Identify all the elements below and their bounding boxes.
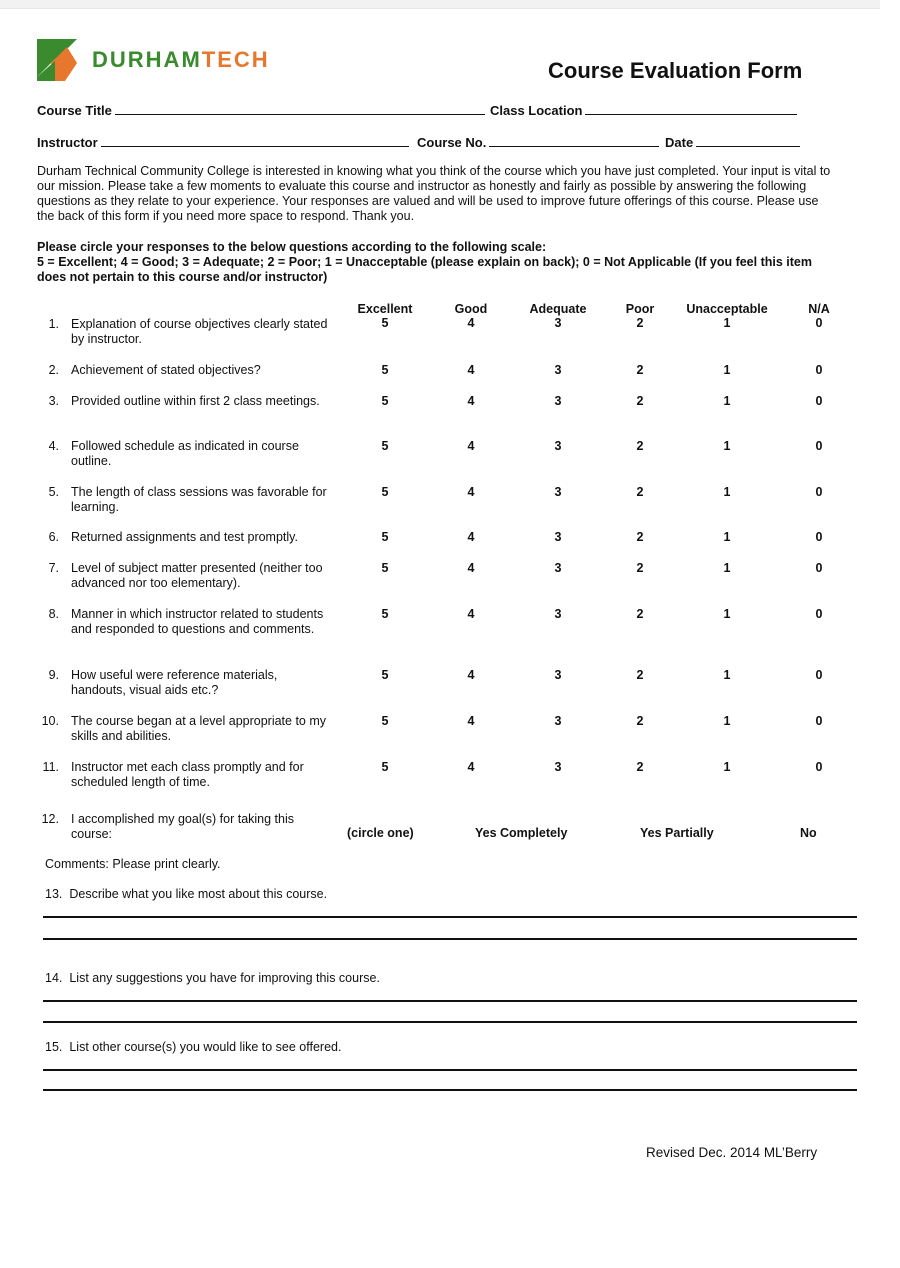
durham-tech-logo-icon	[37, 39, 77, 81]
q12-text: I accomplished my goal(s) for taking this course:	[71, 812, 295, 841]
q12-circle-one: (circle one)	[347, 826, 414, 840]
brand-name	[92, 47, 270, 73]
question-text: Instructor met each class promptly and for scheduled length of time.	[71, 760, 304, 789]
q12-option-yes-completely[interactable]: Yes Completely	[475, 826, 568, 840]
rating-option[interactable]: 2	[636, 439, 644, 453]
rating-option[interactable]: 1	[723, 394, 731, 408]
rating-option[interactable]: 3	[554, 561, 562, 575]
question-text: The course began at a level appropriate to my skills and abilities.	[71, 714, 327, 743]
rating-option[interactable]: 5	[381, 530, 389, 544]
header-na: N/A	[808, 302, 830, 316]
header-adequate: Adequate	[529, 302, 587, 316]
question-number: 3.	[48, 394, 59, 408]
question-text: Provided outline within first 2 class meetings.	[71, 394, 320, 408]
rating-option[interactable]: 4	[467, 668, 475, 682]
question-text: Manner in which instructor related to students and responded to questions and comments.	[71, 607, 324, 636]
scale-instructions-line2: 5 = Excellent; 4 = Good; 3 = Adequate; 2 = Poor; 1 = Unacceptable (please explain on back); 0 = Not Applicable (If you feel this item does not pertain to this course and/or instructor)	[37, 255, 812, 284]
rating-option[interactable]: 0	[815, 760, 823, 774]
rating-option[interactable]: 0	[815, 530, 823, 544]
question-number: 7.	[48, 561, 59, 575]
rating-option[interactable]: 1	[723, 668, 731, 682]
class-location-blank[interactable]	[585, 103, 797, 115]
q12-number: 12.	[41, 812, 59, 826]
date-field[interactable]	[665, 135, 800, 150]
brand-name-part2: TECH	[201, 47, 270, 72]
rating-option[interactable]: 3	[554, 760, 562, 774]
rating-option[interactable]: 3	[554, 363, 562, 377]
q13-text: Describe what you like most about this course.	[69, 887, 328, 901]
rating-option[interactable]: 3	[554, 316, 562, 330]
instructor-field[interactable]	[37, 135, 409, 150]
date-label: Date	[665, 135, 694, 150]
rating-option[interactable]: 2	[636, 760, 644, 774]
intro-paragraph: Durham Technical Community College is interested in knowing what you think of the course which you have just completed. Your input is vital to our mission. Please take a few moments to evaluate this course and instructor as honestly and fairly as possible by answering the following questions as they relate to your experience. Your responses are valued and will be used to improve future offerings of this course. Please use the back of this form if you need more space to respond. Thank you.	[37, 164, 831, 223]
rating-option[interactable]: 4	[467, 394, 475, 408]
rating-option[interactable]: 4	[467, 485, 475, 499]
rating-option[interactable]: 5	[381, 668, 389, 682]
question-text: Achievement of stated objectives?	[71, 363, 261, 377]
question-number: 10.	[41, 714, 59, 728]
question-number: 11.	[42, 760, 59, 774]
course-no-field[interactable]	[417, 135, 659, 150]
rating-option[interactable]: 1	[723, 760, 731, 774]
question-number: 6.	[48, 530, 59, 544]
rating-option[interactable]: 4	[467, 607, 475, 621]
q15-line	[45, 1040, 341, 1054]
instructor-blank[interactable]	[101, 135, 409, 147]
rating-option[interactable]: 5	[381, 439, 389, 453]
rating-option[interactable]: 0	[815, 714, 823, 728]
class-location-label: Class Location	[490, 103, 583, 118]
rating-option[interactable]: 1	[723, 607, 731, 621]
rating-option[interactable]: 5	[381, 561, 389, 575]
question-text: How useful were reference materials, handouts, visual aids etc.?	[71, 668, 278, 697]
rating-option[interactable]: 2	[636, 530, 644, 544]
question-text: Followed schedule as indicated in course outline.	[71, 439, 299, 468]
rating-option[interactable]: 5	[381, 363, 389, 377]
rating-option[interactable]: 4	[467, 530, 475, 544]
rating-option[interactable]: 3	[554, 607, 562, 621]
rating-option[interactable]: 0	[815, 485, 823, 499]
question-text: Explanation of course objectives clearly stated by instructor.	[71, 317, 328, 346]
q13-number: 13.	[45, 887, 63, 901]
rating-option[interactable]: 0	[815, 668, 823, 682]
q12-option-yes-partially[interactable]: Yes Partially	[640, 826, 714, 840]
rating-option[interactable]: 5	[381, 394, 389, 408]
rating-option[interactable]: 3	[554, 530, 562, 544]
rating-option[interactable]: 0	[815, 394, 823, 408]
question-number: 1.	[48, 317, 59, 331]
course-no-label: Course No.	[417, 135, 487, 150]
date-blank[interactable]	[696, 135, 800, 147]
header-poor: Poor	[625, 302, 655, 316]
question-text: The length of class sessions was favorable for learning.	[71, 485, 327, 514]
question-text: Level of subject matter presented (neither too advanced nor too elementary).	[71, 561, 323, 590]
q15-number: 15.	[45, 1040, 63, 1054]
course-title-blank[interactable]	[115, 103, 485, 115]
rating-option[interactable]: 1	[723, 485, 731, 499]
page-top-border	[0, 0, 880, 9]
question-number: 4.	[48, 439, 59, 453]
question-number: 8.	[48, 607, 59, 621]
rating-option[interactable]: 4	[467, 439, 475, 453]
q14-text: List any suggestions you have for improving this course.	[69, 971, 380, 985]
rating-option[interactable]: 0	[815, 607, 823, 621]
q13-line	[45, 887, 327, 901]
course-no-blank[interactable]	[489, 135, 659, 147]
question-number: 9.	[48, 668, 59, 682]
rating-option[interactable]: 2	[636, 316, 644, 330]
rating-option[interactable]: 4	[467, 760, 475, 774]
rating-option[interactable]: 5	[381, 760, 389, 774]
q14-number: 14.	[45, 971, 63, 985]
q15-text: List other course(s) you would like to see offered.	[69, 1040, 342, 1054]
rating-option[interactable]: 5	[381, 714, 389, 728]
header-unacceptable: Unacceptable	[686, 302, 768, 316]
rating-option[interactable]: 1	[723, 316, 731, 330]
q13-answer-line-2[interactable]	[43, 938, 857, 940]
question-text: Returned assignments and test promptly.	[71, 530, 298, 544]
rating-option[interactable]: 1	[723, 714, 731, 728]
course-title-label: Course Title	[37, 103, 112, 118]
brand-name-part1: DURHAM	[92, 47, 202, 72]
rating-option[interactable]: 5	[381, 485, 389, 499]
rating-option[interactable]: 2	[636, 714, 644, 728]
q13-answer-line-1[interactable]	[43, 916, 857, 918]
rating-option[interactable]: 5	[381, 316, 389, 330]
rating-option[interactable]: 2	[636, 363, 644, 377]
rating-option[interactable]: 2	[636, 668, 644, 682]
rating-option[interactable]: 2	[636, 394, 644, 408]
rating-option[interactable]: 0	[815, 439, 823, 453]
page-title: Course Evaluation Form	[548, 58, 803, 83]
header-excellent: Excellent	[357, 302, 413, 316]
q14-answer-line-1[interactable]	[43, 1000, 857, 1002]
scale-instructions	[37, 240, 837, 285]
q15-answer-line-2[interactable]	[43, 1089, 857, 1091]
rating-option[interactable]: 4	[467, 561, 475, 575]
rating-option[interactable]: 5	[381, 607, 389, 621]
q14-answer-line-2[interactable]	[43, 1021, 857, 1023]
rating-option[interactable]: 4	[467, 363, 475, 377]
rating-option[interactable]: 0	[815, 561, 823, 575]
rating-option[interactable]: 1	[723, 439, 731, 453]
rating-option[interactable]: 4	[467, 316, 475, 330]
q15-answer-line-1[interactable]	[43, 1069, 857, 1071]
rating-option[interactable]: 1	[723, 363, 731, 377]
rating-option[interactable]: 1	[723, 530, 731, 544]
rating-option[interactable]: 2	[636, 607, 644, 621]
scale-instructions-line1: Please circle your responses to the below questions according to the following scale:	[37, 240, 547, 254]
question-number: 2.	[48, 363, 59, 377]
instructor-label: Instructor	[37, 135, 98, 150]
rating-option[interactable]: 3	[554, 668, 562, 682]
q12-option-no[interactable]: No	[800, 826, 817, 840]
rating-option[interactable]: 0	[815, 363, 823, 377]
course-title-field[interactable]	[37, 103, 485, 118]
revision-footer: Revised Dec. 2014 ML’Berry	[646, 1145, 818, 1160]
q14-line	[45, 971, 380, 985]
rating-option[interactable]: 3	[554, 394, 562, 408]
question-number: 5.	[48, 485, 59, 499]
rating-option[interactable]: 0	[815, 316, 823, 330]
rating-option[interactable]: 2	[636, 485, 644, 499]
rating-option[interactable]: 3	[554, 439, 562, 453]
comments-label: Comments: Please print clearly.	[45, 857, 221, 871]
rating-option[interactable]: 3	[554, 714, 562, 728]
header-good: Good	[454, 302, 488, 316]
rating-option[interactable]: 2	[636, 561, 644, 575]
rating-option[interactable]: 1	[723, 561, 731, 575]
rating-option[interactable]: 3	[554, 485, 562, 499]
rating-option[interactable]: 4	[467, 714, 475, 728]
class-location-field[interactable]	[490, 103, 797, 118]
